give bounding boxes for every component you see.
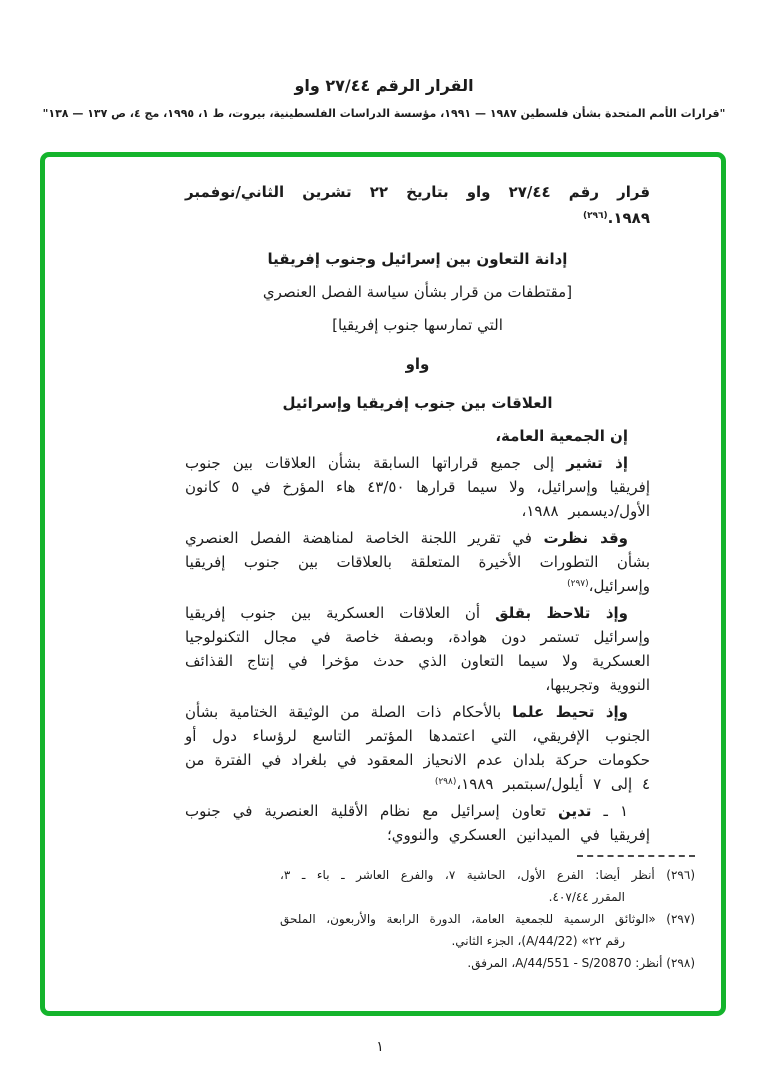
paragraph-lead: وإذ تحيط علما [512, 703, 628, 721]
paragraph-noting-concern [185, 601, 650, 697]
footnote-ref-296: (٢٩٦) [582, 211, 608, 221]
paragraph-text: في تقرير اللجنة الخاصة لمناهضة الفصل العنصري بشأن التطورات الأخيرة المتعلقة بالعلاقات بين جنوب إفريقيا وإسرائيل، [185, 529, 650, 595]
paragraph-text: أن العلاقات العسكرية بين جنوب إفريقيا وإسرائيل تستمر دون هوادة، وبصفة خاصة في مجال التكنولوجيا العسكرية ولا سيما التعاون الذي حدث مؤخرا في إنتاج القذائف النووية وتجريبها، [185, 604, 650, 694]
paragraph-number: ١ ـ [591, 802, 628, 820]
section-letter: واو [405, 355, 430, 373]
paragraph-text: إلى جميع قراراتها السابقة بشأن العلاقات بين جنوب إفريقيا وإسرائيل، ولا سيما قرارها ٤٣/٥٠ هاء المؤرخ في ٥ كانون الأول/ديسمبر ١٩٨٨، [185, 454, 650, 520]
footnote-separator [577, 855, 695, 857]
paragraph-lead: وقد نظرت [543, 529, 628, 547]
footnote-297-line2: رقم ٢٢» (A/44/22)، الجزء الثاني. [451, 934, 625, 948]
paragraph-operative-1 [185, 799, 650, 847]
paragraph-text: بالأحكام ذات الصلة من الوثيقة الختامية بشأن الجنوب الإفريقي، التي اعتمدها المؤتمر التاسع لرؤساء دول أو حكومات حركة بلدان عدم الانحياز المعقود في بلغراد في الفترة من ٤ إلى ٧ أيلول/سبتمبر ١٩٨٩، [185, 703, 650, 793]
paragraph-considered [185, 526, 650, 598]
footnote-ref-297: (٢٩٧) [567, 579, 589, 589]
paragraph-recalling [185, 451, 650, 523]
footnote-296-line1: (٢٩٦) أنظر أيضا: الفرع الأول، الحاشية ٧، والفرع العاشر ـ باء ـ ٣، [280, 868, 695, 882]
section-title: العلاقات بين جنوب إفريقيا وإسرائيل [282, 394, 553, 412]
paragraph-text: تعاون إسرائيل مع نظام الأقلية العنصرية في جنوب إفريقيا في الميدانين العسكري والنووي؛ [185, 802, 650, 844]
source-citation: "قرارات الأمم المتحدة بشأن فلسطين ١٩٨٧ — ١٩٩١، مؤسسة الدراسات الفلسطينية، بيروت، ط ١، ١٩٩٥، مج ٤، ص ١٣٧ — ١٣٨" [42, 107, 726, 120]
subject-line: إدانة التعاون بين إسرائيل وجنوب إفريقيا [267, 250, 568, 268]
footnote-298-line1: (٢٩٨) أنظر: A/44/551 - S/20870، المرفق. [467, 956, 695, 970]
resolution-title [185, 179, 650, 231]
bracket-note-line2: التي تمارسها جنوب إفريقيا] [332, 316, 503, 334]
resolution-title-year: ١٩٨٩. [607, 209, 650, 227]
footnotes-block [280, 855, 695, 974]
page-header-title: القرار الرقم ٢٧/٤٤ واو [294, 76, 474, 95]
footnote-ref-298: (٢٩٨) [434, 777, 457, 787]
footnote-297-line1: (٢٩٧) «الوثائق الرسمية للجمعية العامة، الدورة الرابعة والأربعون، الملحق [280, 912, 695, 926]
resolution-title-line1: قرار رقم ٢٧/٤٤ واو بتاريخ ٢٢ تشرين الثاني/نوفمبر [185, 183, 651, 201]
salutation: إن الجمعية العامة، [495, 427, 628, 445]
bracket-note-line1: [مقتطفات من قرار بشأن سياسة الفصل العنصري [262, 283, 573, 301]
footnote-296-line2: المقرر ٤٠٧/٤٤. [548, 890, 625, 904]
page-number: ١ [376, 1039, 384, 1055]
paragraph-taking-note [185, 700, 650, 796]
paragraph-lead: وإذ تلاحظ بقلق [495, 604, 628, 622]
document-body [185, 179, 650, 847]
paragraph-lead: إذ تشير [566, 454, 628, 472]
resolution-title-line2 [185, 205, 650, 231]
green-frame [40, 152, 726, 1016]
paragraph-lead: تدين [558, 802, 592, 820]
